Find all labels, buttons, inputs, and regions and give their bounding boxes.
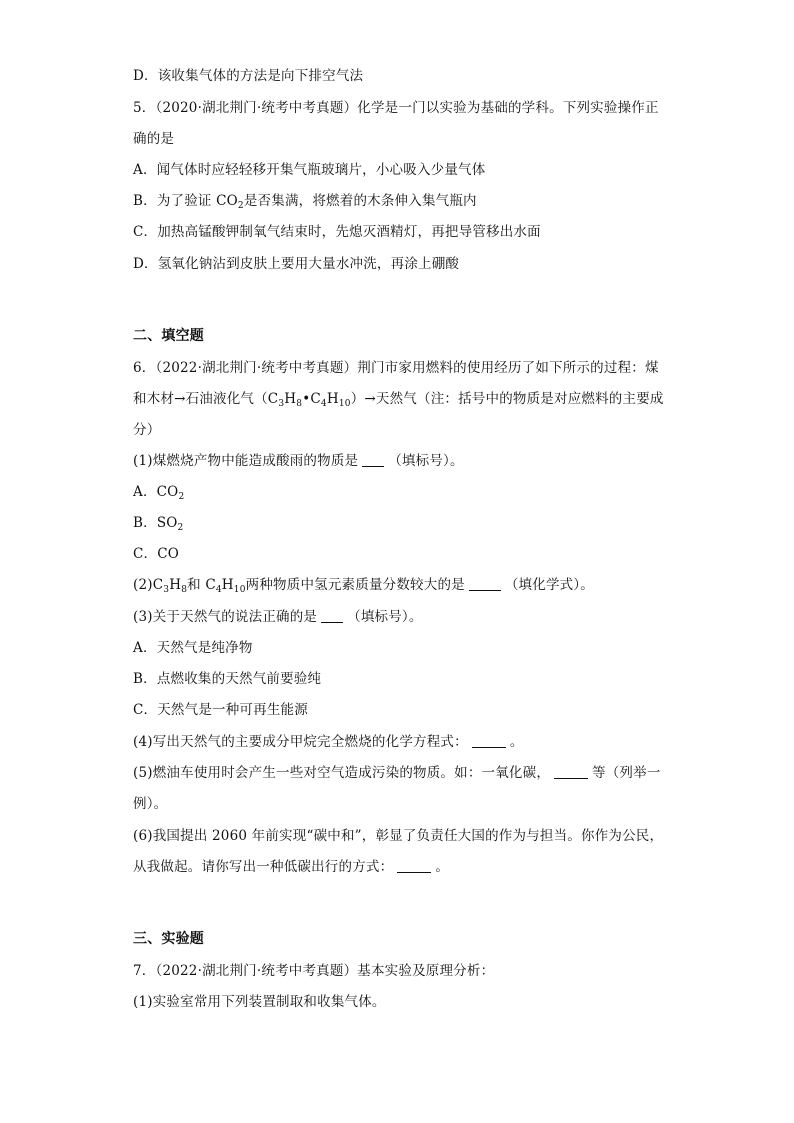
q6-stem-line2-pre: 和木材→石油液化气（C: [133, 391, 279, 407]
q6-stem-line3: 分）: [133, 422, 161, 438]
q6-part1-answer-blank[interactable]: [362, 452, 384, 467]
q6-part2-answer-blank[interactable]: [469, 576, 501, 591]
q6-sub: 10: [233, 585, 246, 595]
q6-part2-post-a: 两种物质中氢元素质量分数较大的是: [245, 577, 465, 593]
q6-part6-line2: [133, 857, 449, 877]
q6-part5-pre: (5)燃油车使用时会产生一些对空气造成污染的物质。如：一氧化碳，: [133, 765, 551, 781]
q6-sub: 8: [181, 585, 188, 595]
q6-part6-post: 。: [435, 859, 450, 875]
q6-part5-answer-blank[interactable]: [554, 764, 588, 779]
q6-part1-option-a-pre: A．CO: [133, 484, 179, 500]
q6-part3-option-c: C．天然气是一种可再生能源: [133, 702, 308, 718]
q6-part2-pre: (2)C: [133, 577, 164, 593]
q6-part2-post-b: （填化学式）。: [504, 577, 594, 593]
q6-part3: [133, 607, 423, 627]
q6-text: H: [284, 391, 297, 407]
q6-part3-pre: (3)关于天然气的说法正确的是: [133, 609, 318, 625]
q6-part4: [133, 732, 524, 752]
q6-part1-pre: (1)煤燃烧产物中能造成酸雨的物质是: [133, 453, 359, 469]
q5-option-a: A．闻气体时应轻轻移开集气瓶玻璃片，小心吸入少量气体: [133, 162, 486, 178]
section-experiment-title: 三、实验题: [133, 931, 204, 947]
q6-part5-line2: 例）。: [133, 796, 168, 812]
q6-part3-option-b: B．点燃收集的天然气前要验纯: [133, 671, 322, 687]
q6-sub: 3: [163, 585, 170, 595]
q5-stem-line2: 确的是: [133, 131, 175, 147]
q6-part4-answer-blank[interactable]: [472, 733, 506, 748]
q6-part6-answer-blank[interactable]: [397, 858, 431, 873]
section-fill-blank-title: 二、填空题: [133, 328, 204, 344]
q5-option-b-post: 是否集满，将燃着的木条伸入集气瓶内: [243, 193, 477, 209]
q5-option-b-sub: 2: [237, 201, 244, 211]
q6-stem-line2: [133, 389, 664, 409]
q6-part3-option-a: A．天然气是纯净物: [133, 640, 253, 656]
q6-part3-answer-blank[interactable]: [321, 608, 343, 623]
q5-option-b-pre: B．为了验证 CO: [133, 193, 238, 209]
q6-part1-option-b: [133, 513, 183, 533]
q6-part6-line1: (6)我国提出 2060 年前实现“碳中和”，彰显了负责任大国的作为与担当。你作为公民，: [133, 828, 664, 844]
q5-stem-line1: 5．（2020·湖北荆门·统考中考真题）化学是一门以实验为基础的学科。下列实验操作正: [133, 100, 659, 116]
q7-part1: (1)实验室常用下列装置制取和收集气体。: [133, 994, 386, 1010]
q6-part1-option-c: C．CO: [133, 546, 180, 562]
q6-part1-post: （填标号）。: [388, 453, 464, 469]
q6-part2: [133, 575, 594, 595]
q6-part1-option-a: [133, 482, 184, 502]
q4-option-d: D．该收集气体的方法是向下排空气法: [133, 68, 364, 84]
q6-text: H: [326, 391, 339, 407]
q5-option-c: C．加热高锰酸钾制氧气结束时，先熄灭酒精灯，再把导管移出水面: [133, 224, 541, 240]
q6-stem-line1: 6．（2022·湖北荆门·统考中考真题）荆门市家用燃料的使用经历了如下所示的过程：煤: [133, 360, 659, 376]
q6-sub: 4: [320, 399, 327, 409]
q6-text: •C: [302, 391, 321, 407]
q7-stem-line1: 7．（2022·湖北荆门·统考中考真题）基本实验及原理分析：: [133, 963, 495, 979]
q6-sub: 8: [296, 399, 303, 409]
q6-part1-option-b-pre: B．SO: [133, 515, 178, 531]
q6-part3-post: （填标号）。: [347, 609, 423, 625]
q5-option-d: D．氢氧化钠沾到皮肤上要用大量水冲洗，再涂上硼酸: [133, 256, 460, 272]
q6-part1: [133, 451, 464, 471]
q6-part1-option-a-sub: 2: [178, 492, 185, 502]
q6-text: 和 C: [187, 577, 216, 593]
q6-sub: 3: [278, 399, 285, 409]
q6-part1-option-b-sub: 2: [177, 523, 184, 533]
q6-sub: 10: [338, 399, 351, 409]
q6-part5-post: 等（列举一: [592, 765, 661, 781]
q6-text: H: [221, 577, 234, 593]
q6-part4-post: 。: [509, 734, 524, 750]
q6-text: H: [169, 577, 182, 593]
q5-option-b: [133, 191, 477, 211]
q6-part5-line1: [133, 763, 661, 783]
q6-sub: 4: [215, 585, 222, 595]
q6-part4-pre: (4)写出天然气的主要成分甲烷完全燃烧的化学方程式：: [133, 734, 468, 750]
q6-stem-line2-post: ）→天然气（注：括号中的物质是对应燃料的主要成: [350, 391, 664, 407]
q6-part6-pre: 从我做起。请你写出一种低碳出行的方式：: [133, 859, 394, 875]
